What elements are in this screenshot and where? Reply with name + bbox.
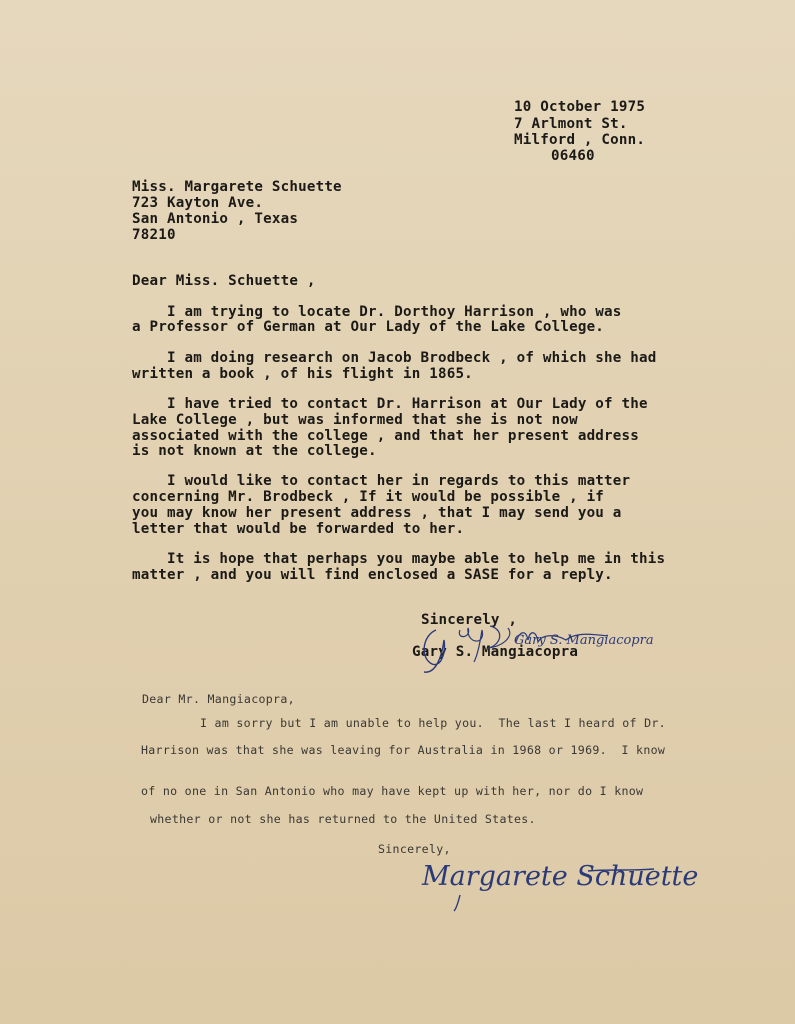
signature-gary — [416, 616, 654, 676]
body-line: a Professor of German at Our Lady of the Lake College. — [132, 319, 605, 335]
body-line: Lake College , but was informed that she is not now — [132, 412, 578, 428]
sender-street: 7 Arlmont St. — [514, 116, 628, 132]
recipient-name: Miss. Margarete Schuette — [132, 179, 342, 195]
body-line: It is hope that perhaps you maybe able to help me in this — [132, 551, 666, 567]
body-line: matter , and you will find enclosed a SASE for a reply. — [132, 567, 613, 583]
body-line: letter that would be forwarded to her. — [132, 521, 465, 537]
recipient-city: San Antonio , Texas — [132, 211, 299, 227]
reply-line: Harrison was that she was leaving for Australia in 1968 or 1969. I know — [141, 743, 666, 757]
reply-line: I am sorry but I am unable to help you. The last I heard of Dr. — [200, 716, 666, 730]
sender-city: Milford , Conn. — [514, 132, 646, 148]
typed-name: Gary S. Mangiacopra — [412, 644, 579, 660]
reply-salutation: Dear Mr. Mangiacopra, — [142, 692, 295, 706]
body-line: is not known at the college. — [132, 443, 377, 459]
letter-date: 10 October 1975 — [514, 99, 646, 115]
signature-margarete — [420, 853, 699, 913]
reply-line: of no one in San Antonio who may have kept up with her, nor do I know — [141, 784, 644, 798]
reply-closing: Sincerely, — [378, 842, 451, 856]
signature-gary-text: Gary S. Mangiacopra — [514, 633, 654, 648]
body-line: associated with the college , and that her present address — [132, 428, 640, 444]
body-line: I would like to contact her in regards to this matter — [132, 473, 631, 489]
body-line: I am trying to locate Dr. Dorthoy Harrison , who was — [132, 304, 622, 320]
recipient-street: 723 Kayton Ave. — [132, 195, 264, 211]
closing: Sincerely , — [421, 612, 518, 628]
body-line: you may know her present address , that I may send you a — [132, 505, 622, 521]
body-line: written a book , of his flight in 1865. — [132, 366, 473, 382]
signature-margarete-text: Margarete Schuette — [422, 861, 699, 892]
sender-zip: 06460 — [551, 148, 595, 164]
recipient-zip: 78210 — [132, 227, 176, 243]
body-line: I have tried to contact Dr. Harrison at Our Lady of the — [132, 396, 648, 412]
reply-line: whether or not she has returned to the United States. — [150, 812, 536, 826]
salutation: Dear Miss. Schuette , — [132, 273, 316, 289]
body-line: I am doing research on Jacob Brodbeck , of which she had — [132, 350, 657, 366]
body-line: concerning Mr. Brodbeck , If it would be possible , if — [132, 489, 605, 505]
